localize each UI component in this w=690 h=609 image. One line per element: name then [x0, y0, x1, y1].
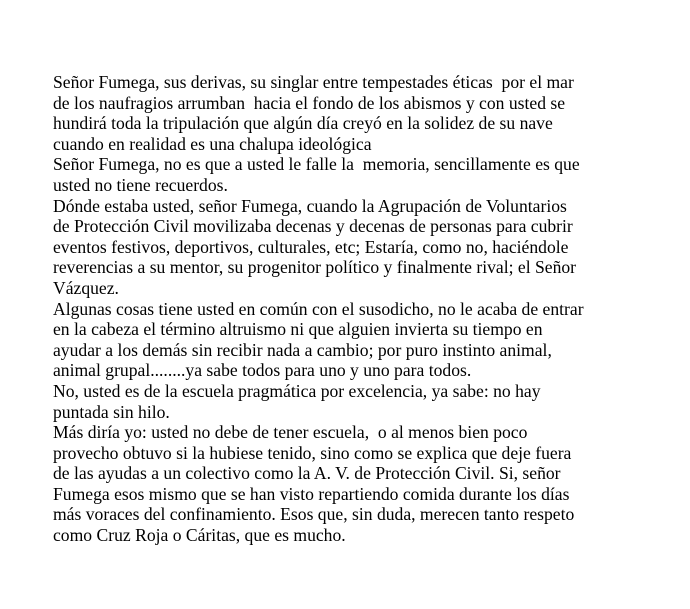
text-line: ayudar a los demás sin recibir nada a cambio; por puro instinto animal,	[53, 339, 552, 360]
text-line: en la cabeza el término altruismo ni que alguien invierta su tiempo en	[53, 319, 543, 340]
text-line: provecho obtuvo si la hubiese tenido, sino como se explica que deje fuera	[53, 442, 572, 463]
text-line: Señor Fumega, sus derivas, su singlar entre tempestades éticas por el mar	[53, 72, 574, 92]
text-line: puntada sin hilo.	[53, 401, 170, 422]
letter-body	[53, 72, 653, 546]
text-line: usted no tiene recuerdos.	[53, 174, 228, 195]
text-line: No, usted es de la escuela pragmática por excelencia, ya sabe: no hay	[53, 380, 541, 401]
text-line: Dónde estaba usted, señor Fumega, cuando la Agrupación de Voluntarios	[53, 195, 567, 216]
text-line: Algunas cosas tiene usted en común con el susodicho, no le acaba de entrar	[53, 298, 584, 319]
text-line: Señor Fumega, no es que a usted le falle la memoria, sencillamente es que	[53, 154, 580, 175]
text-line: más voraces del confinamiento. Esos que, sin duda, merecen tanto respeto	[53, 504, 575, 525]
text-line: Fumega esos mismo que se han visto repartiendo comida durante los días	[53, 483, 570, 504]
text-line: reverencias a su mentor, su progenitor político y finalmente rival; el Señor	[53, 257, 577, 278]
text-line: eventos festivos, deportivos, culturales, etc; Estaría, como no, haciéndole	[53, 236, 569, 257]
text-line: como Cruz Roja o Cáritas, que es mucho.	[53, 525, 346, 546]
text-line: hundirá toda la tripulación que algún día creyó en la solidez de su nave	[53, 113, 553, 134]
text-line: de las ayudas a un colectivo como la A. V. de Protección Civil. Si, señor	[53, 463, 561, 484]
text-line: Vázquez.	[53, 277, 119, 298]
text-line: de Protección Civil movilizaba decenas y decenas de personas para cubrir	[53, 216, 573, 237]
text-line: cuando en realidad es una chalupa ideológica	[53, 133, 372, 154]
text-line: de los naufragios arrumban hacia el fondo de los abismos y con usted se	[53, 92, 566, 113]
text-line: animal grupal........ya sabe todos para uno y uno para todos.	[53, 360, 472, 381]
text-line: Más diría yo: usted no debe de tener escuela, o al menos bien poco	[53, 422, 528, 443]
